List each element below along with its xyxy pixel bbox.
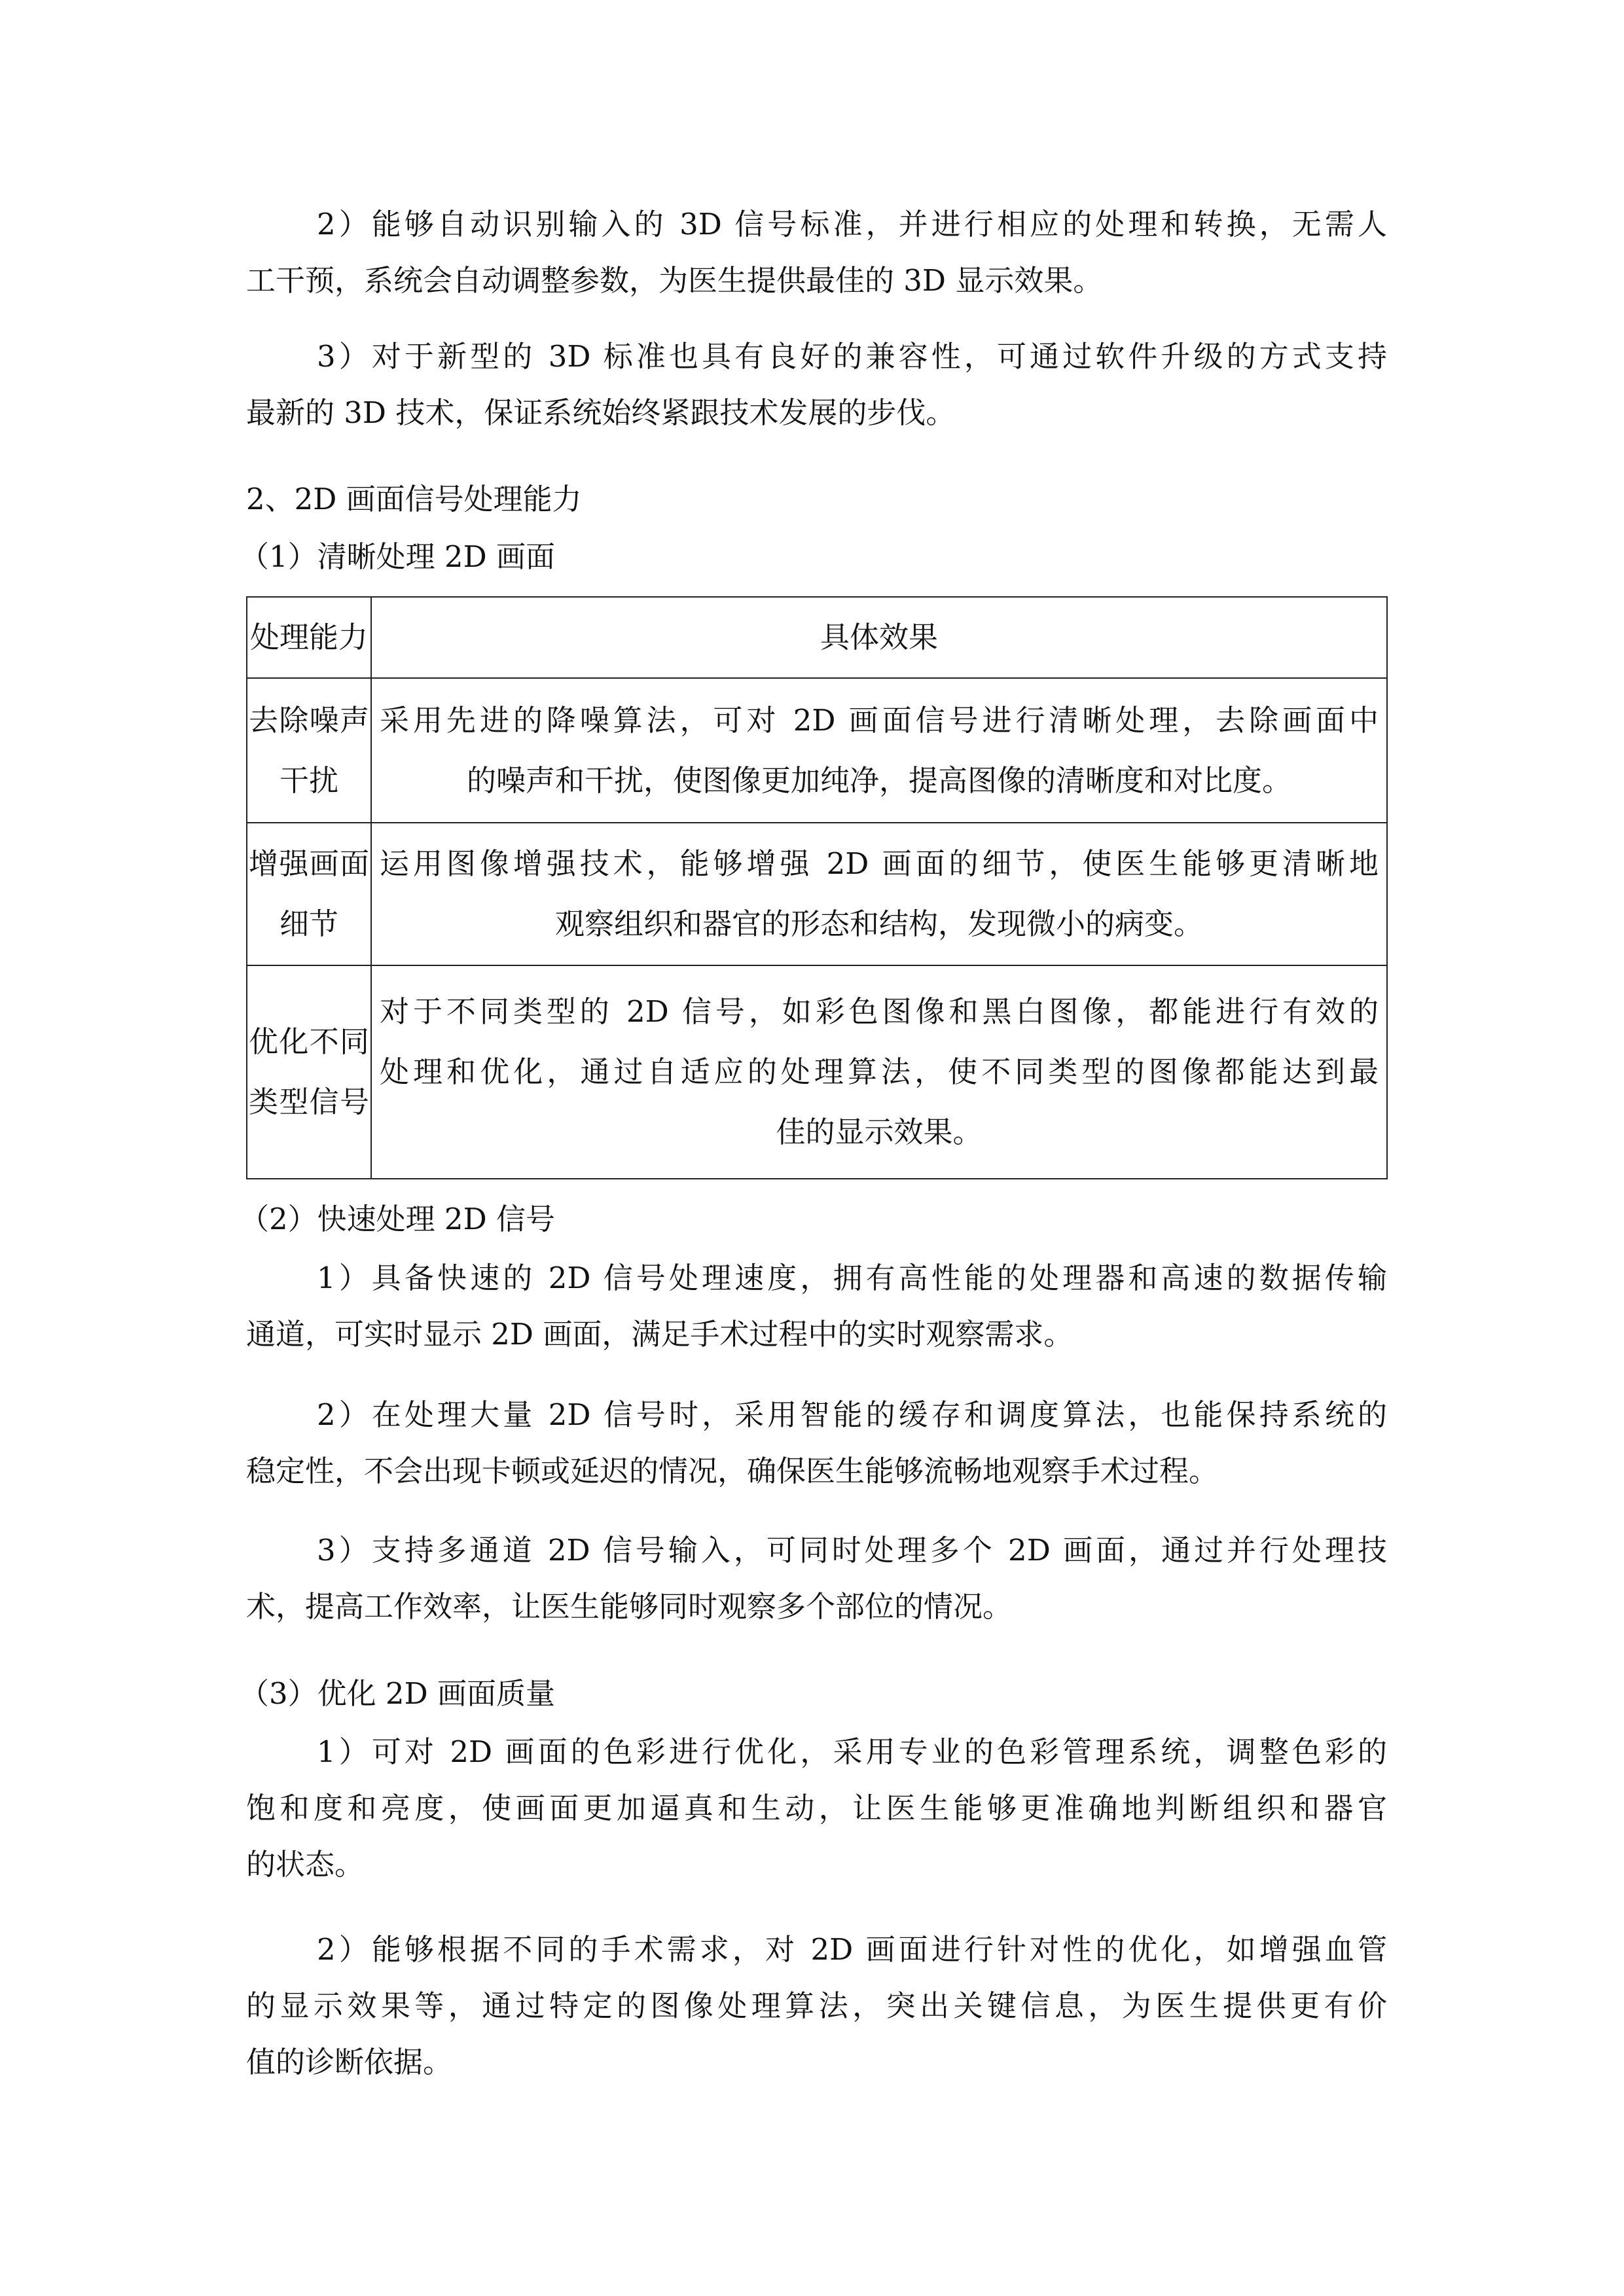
table-row: 增强画面 细节 运用图像增强技术，能够增强 2D 画面的细节，使医生能够更清晰地 观察组织和器官的形态和结构，发现微小的病变。 [247, 823, 1387, 965]
header-cell: 处理能力 [247, 597, 371, 678]
table-row: 去除噪声 干扰 采用先进的降噪算法，可对 2D 画面信号进行清晰处理，去除画面中 的噪声和干扰，使图像更加纯净，提高图像的清晰度和对比度。 [247, 678, 1387, 823]
sub3-heading: （3）优化 2D 画面质量 [240, 1676, 555, 1711]
sub2-paragraph-3: 3）支持多通道 2D 信号输入，可同时处理多个 2D 画面，通过并行处理技 术，提高工作效率，让医生能够同时观察多个部位的情况。 [246, 1533, 1387, 1624]
processing-table [246, 596, 1388, 1179]
sub2-heading: （2）快速处理 2D 信号 [240, 1202, 555, 1236]
sub1-heading: （1）清晰处理 2D 画面 [240, 539, 555, 574]
table-row: 优化不同 类型信号 对于不同类型的 2D 信号，如彩色图像和黑白图像，都能进行有效的 处理和优化，通过自适应的处理算法，使不同类型的图像都能达到最 佳的显示效果。 [247, 965, 1387, 1179]
sub3-paragraph-1: 1）可对 2D 画面的色彩进行优化，采用专业的色彩管理系统，调整色彩的 饱和度和亮度，使画面更加逼真和生动，让医生能够更准确地判断组织和器官 的状态。 [246, 1734, 1387, 1882]
paragraph-top-2: 2）能够自动识别输入的 3D 信号标准，并进行相应的处理和转换，无需人 工干预，系统会自动调整参数，为医生提供最佳的 3D 显示效果。 [246, 207, 1387, 298]
sub3-paragraph-2: 2）能够根据不同的手术需求，对 2D 画面进行针对性的优化，如增强血管 的显示效果等，通过特定的图像处理算法，突出关键信息，为医生提供更有价 值的诊断依据。 [246, 1932, 1387, 2079]
paragraph-top-3: 3）对于新型的 3D 标准也具有良好的兼容性，可通过软件升级的方式支持 最新的 3D 技术，保证系统始终紧跟技术发展的步伐。 [246, 339, 1387, 430]
sub2-paragraph-2: 2）在处理大量 2D 信号时，采用智能的缓存和调度算法，也能保持系统的 稳定性，不会出现卡顿或延迟的情况，确保医生能够流畅地观察手术过程。 [246, 1397, 1387, 1488]
section-heading: 2、2D 画面信号处理能力 [246, 482, 582, 516]
sub2-paragraph-1: 1）具备快速的 2D 信号处理速度，拥有高性能的处理器和高速的数据传输 通道，可实时显示 2D 画面，满足手术过程中的实时观察需求。 [246, 1261, 1387, 1352]
header-cell: 具体效果 [371, 597, 1387, 678]
table-header-row [247, 597, 1387, 678]
